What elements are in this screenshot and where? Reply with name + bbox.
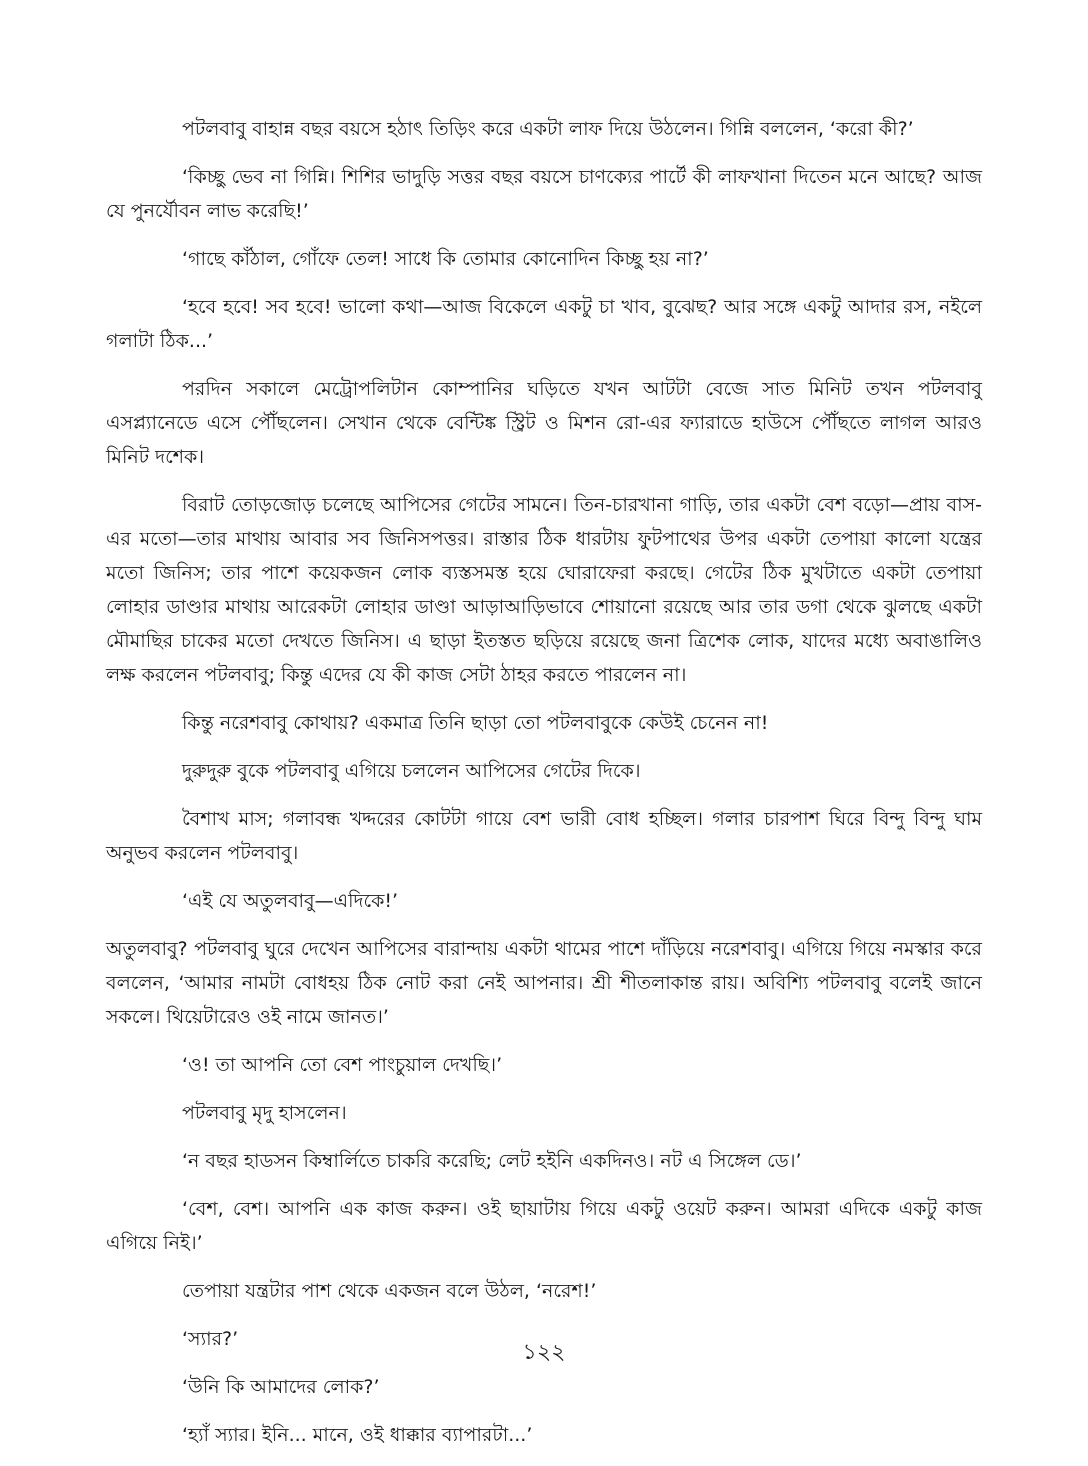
paragraph: বিরাট তোড়জোড় চলেছে আপিসের গেটের সামনে। তিন-চারখানা গাড়ি, তার একটা বেশ বড়ো—প্রায় বাস-এর মতো—তার মাথায় আবার সব জিনিসপত্তর। রাস্তার ঠিক ধারটায় ফুটপাথের উপর একটা তেপায়া কালো যন্ত্রের মতো জিনিস; তার পাশে কয়েকজন লোক ব্যস্তসমস্ত হয়ে ঘোরাফেরা করছে। গেটের ঠিক মুখটাতে একটা তেপায়া লোহার ডাণ্ডার মাথায় আরেকটা লোহার ডাণ্ডা আড়াআড়িভাবে শোয়ানো রয়েছে আর তার ডগা থেকে ঝুলছে একটা মৌমাছির চাকের মতো দেখতে জিনিস। এ ছাড়া ইতস্তত ছড়িয়ে রয়েছে জনা ত্রিশেক লোক, যাদের মধ্যে অবাঙালিও লক্ষ করলেন পটলবাবু; কিন্তু এদের যে কী কাজ সেটা ঠাহর করতে পারলেন না। [106,494,982,686]
paragraph: ‘গাছে কাঁঠাল, গোঁফে তেল! সাধে কি তোমার কোনোদিন কিচ্ছু হয় না?’ [182,248,709,270]
paragraph: পরদিন সকালে মেট্রোপলিটান কোম্পানির ঘড়িতে যখন আটটা বেজে সাত মিনিট তখন পটলবাবু এসপ্ল্যানেডে এসে পৌঁছলেন। সেখান থেকে বেন্টিঙ্ক স্ট্রিট ও মিশন রো-এর ফ্যারাডে হাউসে পৌঁছতে লাগল আরও মিনিট দশেক। [106,378,982,468]
paragraph: বৈশাখ মাস; গলাবন্ধ খদ্দরের কোটটা গায়ে বেশ ভারী বোধ হচ্ছিল। গলার চারপাশ ঘিরে বিন্দু বিন্দু ঘাম অনুভব করলেন পটলবাবু। [106,808,982,864]
paragraph: অতুলবাবু? পটলবাবু ঘুরে দেখেন আপিসের বারান্দায় একটা থামের পাশে দাঁড়িয়ে নরেশবাবু। এগিয়ে গিয়ে নমস্কার করে বললেন, ‘আমার নামটা বোধহয় ঠিক নোট করা নেই আপনার। শ্রী শীতলাকান্ত রায়। অবিশ্যি পটলবাবু বলেই জানে সকলে। থিয়েটারেও ওই নামে জানত।’ [106,938,982,1028]
paragraph: ‘ন বছর হাডসন কিম্বার্লিতে চাকরি করেছি; লেট হইনি একদিনও। নট এ সিঙ্গেল ডে।’ [182,1150,802,1172]
paragraph: ‘উনি কি আমাদের লোক?’ [182,1376,380,1398]
paragraph: দুরুদুরু বুকে পটলবাবু এগিয়ে চললেন আপিসের গেটের দিকে। [182,760,641,782]
paragraph: ‘হ্যাঁ স্যার। ইনি... মানে, ওই ধাক্কার ব্যাপারটা...’ [182,1424,533,1446]
paragraph: তেপায়া যন্ত্রটার পাশ থেকে একজন বলে উঠল, ‘নরেশ!’ [182,1280,597,1302]
paragraph: ‘কিচ্ছু ভেব না গিন্নি। শিশির ভাদুড়ি সত্তর বছর বয়সে চাণক্যের পার্টে কী লাফখানা দিতেন মনে আছে? আজ যে পুনর্যৌবন লাভ করেছি!’ [106,166,982,222]
story-text [106,112,982,1466]
paragraph: ‘ও! তা আপনি তো বেশ পাংচুয়াল দেখছি।’ [182,1054,503,1076]
paragraph: ‘হবে হবে! সব হবে! ভালো কথা—আজ বিকেলে একটু চা খাব, বুঝেছ? আর সঙ্গে একটু আদার রস, নইলে গলাটা ঠিক...’ [106,296,982,352]
paragraph: ‘বেশ, বেশ। আপনি এক কাজ করুন। ওই ছায়াটায় গিয়ে একটু ওয়েট করুন। আমরা এদিকে একটু কাজ এগিয়ে নিই।’ [106,1198,982,1254]
page-number: ১২২ [522,1340,566,1365]
paragraph: পটলবাবু বাহান্ন বছর বয়সে হঠাৎ তিড়িং করে একটা লাফ দিয়ে উঠলেন। গিন্নি বললেন, ‘করো কী?’ [182,118,914,140]
paragraph: ‘স্যার?’ [182,1328,239,1350]
paragraph: পটলবাবু মৃদু হাসলেন। [182,1102,347,1124]
paragraph: ‘এই যে অতুলবাবু—এদিকে!’ [182,890,399,912]
paragraph: কিন্তু নরেশবাবু কোথায়? একমাত্র তিনি ছাড়া তো পটলবাবুকে কেউই চেনেন না! [182,712,769,734]
